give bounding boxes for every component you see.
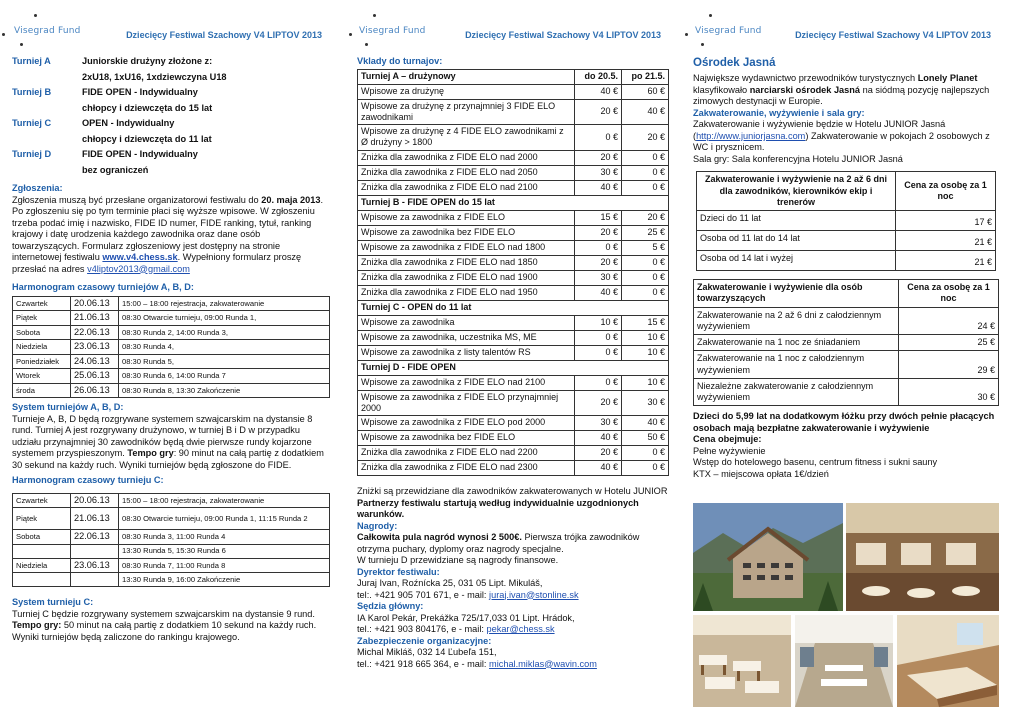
fee-row — [358, 240, 669, 255]
hotel-lobby-photo — [846, 503, 999, 611]
fee-label: Zniżka dla zawodnika z FIDE ELO nad 1900 — [358, 270, 575, 285]
festival-title: Dziecięcy Festiwal Szachowy V4 LIPTOV 2013 — [465, 30, 661, 40]
price-row — [694, 351, 999, 379]
fee-amount: 30 € — [575, 270, 622, 285]
schedule-date: 20.06.13 — [71, 296, 119, 311]
schedule-day: Niedziela — [13, 558, 71, 573]
judge-heading: Sędzia główny: — [357, 601, 424, 611]
director-email-link[interactable]: juraj.ivan@stonline.sk — [489, 589, 579, 600]
fee-section-title: Turniej D - FIDE OPEN — [358, 360, 669, 375]
partners-note: Partnerzy festiwalu startują według indywidualnie uzgodnionych warunków. — [357, 497, 639, 519]
resort-title: Ośrodek Jasná — [693, 57, 776, 69]
schedule-day: Sobota — [13, 530, 71, 545]
fee-amount: 20 € — [575, 255, 622, 270]
schedule-row — [13, 296, 330, 311]
judge-email-link[interactable]: pekar@chess.sk — [486, 624, 555, 634]
includes-meals: Pełne wyżywienie — [693, 445, 766, 456]
fee-label: Zniżka dla zawodnika z FIDE ELO nad 1850 — [358, 255, 575, 270]
schedule-date: 26.06.13 — [71, 383, 119, 398]
schedule-date: 21.06.13 — [71, 311, 119, 326]
price-header-row — [697, 172, 996, 211]
schedule-date: 23.06.13 — [71, 340, 119, 355]
tournament-description: Juniorskie drużyny złożone z: — [82, 56, 213, 66]
fee-section-row — [358, 195, 669, 210]
schedule-event: 15:00 – 18:00 rejestracja, zakwaterowanie — [119, 296, 330, 311]
schedule-abd-heading: Harmonogram czasowy turniejów A, B, D: — [12, 282, 194, 292]
festival-title: Dziecięcy Festiwal Szachowy V4 LIPTOV 2013 — [126, 30, 322, 40]
fee-amount: po 21.5. — [622, 69, 669, 84]
security-contact: tel.: +421 918 665 364, e - mail: michal.miklas@wavin.com — [357, 658, 597, 669]
price-label: Osoba od 14 lat i wyżej — [697, 251, 896, 271]
fee-row — [358, 165, 669, 180]
fee-section-title: Turniej C - OPEN do 11 lat — [358, 300, 669, 315]
director-contact: tel:. +421 905 701 671, e - mail: juraj.ivan@stonline.sk — [357, 589, 579, 600]
schedule-event: 08:30 Runda 4, — [119, 340, 330, 355]
registration-email-link[interactable]: v4liptov2013@gmail.com — [87, 263, 190, 274]
price-row — [697, 211, 996, 231]
schedule-day: Piątek — [13, 311, 71, 326]
fee-amount: 20 € — [575, 150, 622, 165]
judge-contact: tel.: +421 903 804176, e - mail: pekar@chess.sk — [357, 624, 555, 634]
schedule-row — [13, 530, 330, 545]
schedule-day: Niedziela — [13, 340, 71, 355]
fee-row — [358, 180, 669, 195]
fee-row — [358, 210, 669, 225]
tournament-category: bez ograniczeń — [82, 164, 149, 175]
system-abd-heading: System turniejów A, B, D: — [12, 402, 124, 412]
visegrad-logo: Visegrad Fund — [357, 26, 426, 37]
column-2 — [357, 0, 669, 725]
fee-row — [358, 345, 669, 360]
price-header-cell: Zakwaterowanie i wyżywienie dla osób towarzyszących — [694, 280, 899, 308]
price-label: Zakwaterowanie na 2 až 6 dni z całodziennym wyżywieniem — [694, 307, 899, 335]
fee-amount: 30 € — [575, 165, 622, 180]
fee-amount: 0 € — [622, 446, 669, 461]
prizes-heading: Nagrody: — [357, 520, 398, 531]
fee-amount: 0 € — [622, 255, 669, 270]
fee-label: Zniżka dla zawodnika z FIDE ELO nad 2050 — [358, 165, 575, 180]
discount-note: Zniżki są przewidziane dla zawodników zakwaterowanych w Hotelu JUNIOR — [357, 486, 668, 496]
visegrad-logo: Visegrad Fund — [12, 26, 81, 37]
fee-amount: 0 € — [622, 165, 669, 180]
fees-heading: Vklady do turnajov: — [357, 56, 443, 66]
security-heading: Zabezpieczenie organizacyjne: — [357, 635, 492, 646]
fee-row — [358, 330, 669, 345]
price-value: 29 € — [899, 351, 999, 379]
schedule-day: Czwartek — [13, 493, 71, 508]
prizes-text-d: W turnieju D przewidziane są nagrody finansowe. — [357, 555, 559, 565]
schedule-date: 20.06.13 — [71, 493, 119, 508]
tournament-category: chłopcy i dziewczęta do 15 lat — [82, 102, 213, 113]
fee-amount: 15 € — [622, 315, 669, 330]
fee-amount: 0 € — [622, 285, 669, 300]
fee-label: Wpisowe za drużynę — [358, 84, 575, 99]
system-c-text: Turniej C będzie rozgrywany systemem szwajcarskim na dystansie 9 rund. Tempo gry: 50 minut na całą partię z dodatkiem 10 sekund na każdy ruch. Wyniki turniejów będą zaliczone do rankingu krajowego. — [12, 608, 317, 642]
schedule-day: Wtorek — [13, 369, 71, 384]
fee-row — [358, 270, 669, 285]
price-label: Zakwaterowanie na 1 noc ze śniadaniem — [694, 335, 899, 351]
column-3 — [693, 0, 999, 725]
schedule-date: 21.06.13 — [71, 508, 119, 530]
fee-amount: 10 € — [622, 330, 669, 345]
schedule-date: 25.06.13 — [71, 369, 119, 384]
fee-label: Wpisowe za drużynę z 4 FIDE ELO zawodnikami z Ø drużyny > 1800 — [358, 125, 575, 151]
tournament-list — [12, 55, 330, 179]
page-header — [12, 0, 330, 52]
schedule-event: 08:30 Runda 6, 14:00 Runda 7 — [119, 369, 330, 384]
schedule-day — [13, 573, 71, 587]
fee-amount: 0 € — [575, 345, 622, 360]
schedule-event: 13:30 Runda 9, 16:00 Zakończenie — [119, 573, 330, 587]
includes-pool: Wstęp do hotelowego basenu, centrum fitness i sukni sauny — [693, 457, 938, 468]
director-heading: Dyrektor festiwalu: — [357, 566, 440, 577]
festival-website-link[interactable]: www.v4.chess.sk — [102, 252, 178, 262]
system-c-heading: System turnieju C: — [12, 597, 94, 607]
fee-label: Zniżka dla zawodnika z FIDE ELO nad 2000 — [358, 150, 575, 165]
schedule-row — [13, 311, 330, 326]
price-value: 17 € — [896, 211, 996, 231]
price-row — [694, 378, 999, 406]
schedule-event: 08:30 Runda 2, 14:00 Runda 3, — [119, 325, 330, 340]
fee-amount: 0 € — [575, 240, 622, 255]
schedule-event: 13:30 Runda 5, 15:30 Runda 6 — [119, 544, 330, 558]
fee-amount: 5 € — [622, 240, 669, 255]
fee-amount: 0 € — [622, 270, 669, 285]
page-header — [693, 0, 999, 52]
price-header-cell: Cena za osobę za 1 noc — [896, 172, 996, 211]
fee-amount: 20 € — [575, 446, 622, 461]
schedule-date: 22.06.13 — [71, 530, 119, 545]
fee-amount: 20 € — [575, 99, 622, 125]
fee-row — [358, 461, 669, 476]
fee-row — [358, 390, 669, 416]
schedule-row — [13, 573, 330, 587]
schedule-event: 08:30 Runda 8, 13:30 Zakończenie — [119, 383, 330, 398]
schedule-row — [13, 340, 330, 355]
fee-row — [358, 125, 669, 151]
fee-amount: 0 € — [575, 125, 622, 151]
fee-amount: 40 € — [575, 461, 622, 476]
visegrad-logo: Visegrad Fund — [693, 26, 762, 37]
children-free-note: Dzieci do 5,99 lat na dodatkowym łóżku przy dwóch pełnie płacących osobach mają bezpłatne zakwaterowanie i wyżywienie — [693, 411, 995, 433]
price-header-row — [694, 280, 999, 308]
fee-label: Wpisowe za zawodnika z FIDE ELO przynajmniej 2000 — [358, 390, 575, 416]
fee-amount: 40 € — [575, 180, 622, 195]
schedule-row — [13, 354, 330, 369]
fee-amount: 10 € — [622, 375, 669, 390]
fee-amount: 10 € — [575, 315, 622, 330]
fee-label: Wpisowe za zawodnika bez FIDE ELO — [358, 431, 575, 446]
tournament-name: Turniej D — [12, 149, 52, 159]
price-table-players — [696, 171, 996, 271]
schedule-date: 24.06.13 — [71, 354, 119, 369]
fee-row — [358, 225, 669, 240]
director-address: Juraj Ivan, Roźnícka 25, 031 05 Lipt. Mikuláš, — [357, 578, 543, 588]
fee-amount: 0 € — [575, 375, 622, 390]
fee-label: Wpisowe za zawodnika z FIDE ELO nad 1800 — [358, 240, 575, 255]
hotel-photo-collage — [693, 497, 999, 707]
fee-label: Wpisowe za drużynę z przynajmniej 3 FIDE ELO zawodnikami — [358, 99, 575, 125]
price-header-cell: Cena za osobę za 1 noc — [899, 280, 999, 308]
schedule-event: 15:00 – 18:00 rejestracja, zakwaterowanie — [119, 493, 330, 508]
fee-amount: 40 € — [575, 431, 622, 446]
fee-amount: 30 € — [575, 416, 622, 431]
resort-intro: Największe wydawnictwo przewodników turystycznych Lonely Planet klasyfikowało narciarski ośrodek Jasná na siódmą pozycję najlepszych zimowych destynacji w Europie. — [693, 73, 990, 107]
fee-amount: 20 € — [622, 210, 669, 225]
price-label: Zakwaterowanie na 1 noc z całodziennym wyżywieniem — [694, 351, 899, 379]
fee-amount: 25 € — [622, 225, 669, 240]
tournament-name: Turniej C — [12, 118, 52, 128]
fee-amount: 60 € — [622, 84, 669, 99]
price-label: Dzieci do 11 lat — [697, 211, 896, 231]
schedule-day: środa — [13, 383, 71, 398]
tournament-description: OPEN - Indywidualny — [82, 118, 175, 128]
schedule-event: 08:30 Runda 7, 11:00 Runda 8 — [119, 558, 330, 573]
price-value: 21 € — [896, 231, 996, 251]
price-row — [697, 251, 996, 271]
fee-row — [358, 285, 669, 300]
fee-label: Wpisowe za zawodnika z FIDE ELO nad 2100 — [358, 375, 575, 390]
column-1 — [12, 0, 330, 725]
tournament-description: FIDE OPEN - Indywidualny — [82, 87, 198, 97]
fee-row — [358, 150, 669, 165]
accommodation-heading: Zakwaterowanie, wyżywienie i sala gry: — [693, 107, 865, 118]
fee-row — [358, 84, 669, 99]
price-value: 30 € — [899, 378, 999, 406]
fee-label: Zniżka dla zawodnika z FIDE ELO nad 2100 — [358, 180, 575, 195]
fee-amount: 40 € — [575, 84, 622, 99]
price-includes-heading: Cena obejmuje: — [693, 434, 762, 445]
prizes-text: Całkowita pula nagród wynosi 2 500€. Pierwsza trójka zawodników otrzyma puchary, dyplomy oraz nagrody specjalne. — [357, 532, 640, 554]
fee-amount: 40 € — [622, 416, 669, 431]
fee-amount: do 20.5. — [575, 69, 622, 84]
fee-label: Wpisowe za zawodnika z FIDE ELO pod 2000 — [358, 416, 575, 431]
fee-amount: 0 € — [622, 461, 669, 476]
fee-label: Turniej A – drużynowy — [358, 69, 575, 84]
registration-text: Zgłoszenia muszą być przesłane organizatorowi festiwalu do 20. maja 2013. Po zgłoszeniu się po tym terminie płaci się wyższe wpisowe. W zgłoszeniu trzeba podać imię i nazwisko, FIDE ID numer, FIDE ranking, tytuł, ranking krajowy i datę urodzenia każdego zawodnika oraz dane osób towarzyszących. Formularz zgłoszeniowy jest dostępny na stronie internetowej festiwalu www.v4.chess.sk. Wypełniony formularz proszę przesłać na adres v4liptov2013@gmail.com — [12, 194, 324, 274]
schedule-day: Piątek — [13, 508, 71, 530]
fee-amount: 15 € — [575, 210, 622, 225]
fee-row — [358, 446, 669, 461]
price-row — [694, 307, 999, 335]
hotel-hall-photo — [795, 615, 893, 707]
fee-amount: 30 € — [622, 390, 669, 416]
playing-hall-text: Sala gry: Sala konferencyjna Hotelu JUNIOR Jasná — [693, 153, 903, 164]
festival-title: Dziecięcy Festiwal Szachowy V4 LIPTOV 2013 — [795, 30, 991, 40]
fee-row — [358, 99, 669, 125]
price-row — [694, 335, 999, 351]
fee-section-title: Turniej B - FIDE OPEN do 15 lat — [358, 195, 669, 210]
security-email-link[interactable]: michal.miklas@wavin.com — [489, 658, 597, 669]
fee-label: Zniżka dla zawodnika z FIDE ELO nad 2300 — [358, 461, 575, 476]
fee-row — [358, 431, 669, 446]
fee-amount: 20 € — [575, 225, 622, 240]
fee-label: Zniżka dla zawodnika z FIDE ELO nad 2200 — [358, 446, 575, 461]
tournament-category: 2xU18, 1xU16, 1xdziewczyna U18 — [82, 71, 227, 82]
schedule-day — [13, 544, 71, 558]
schedule-event: 08:30 Otwarcie turnieju, 09:00 Runda 1, 11:15 Runda 2 — [119, 508, 330, 530]
price-label: Osoba od 11 lat do 14 lat — [697, 231, 896, 251]
tournament-name: Turniej B — [12, 87, 52, 97]
price-row — [697, 231, 996, 251]
schedule-row — [13, 508, 330, 530]
fee-label: Wpisowe za zawodnika bez FIDE ELO — [358, 225, 575, 240]
price-label: Niezależne zakwaterowanie z całodziennym wyżywieniem — [694, 378, 899, 406]
fee-amount: 40 € — [575, 285, 622, 300]
schedule-date: 22.06.13 — [71, 325, 119, 340]
schedule-abd-table — [12, 296, 330, 399]
fee-amount: 50 € — [622, 431, 669, 446]
fee-label: Wpisowe za zawodnika — [358, 315, 575, 330]
fee-amount: 40 € — [622, 99, 669, 125]
fee-section-row — [358, 300, 669, 315]
schedule-row — [13, 383, 330, 398]
hotel-website-link[interactable]: http://www.juniorjasna.com — [696, 130, 806, 141]
schedule-row — [13, 325, 330, 340]
fee-section-row — [358, 360, 669, 375]
schedule-day: Czwartek — [13, 296, 71, 311]
fee-header-row — [358, 69, 669, 84]
fee-label: Wpisowe za zawodnika z listy talentów RS — [358, 345, 575, 360]
tournament-description: FIDE OPEN - Indywidualny — [82, 149, 198, 159]
fees-table — [357, 69, 669, 477]
schedule-c-table — [12, 493, 330, 588]
schedule-event: 08:30 Runda 3, 11:00 Runda 4 — [119, 530, 330, 545]
fee-amount: 20 € — [575, 390, 622, 416]
tournament-category: chłopcy i dziewczęta do 11 lat — [82, 133, 212, 144]
schedule-date — [71, 573, 119, 587]
fee-amount: 10 € — [622, 345, 669, 360]
price-header-cell: Zakwaterowanie i wyżywienie na 2 až 6 dni dla zawodników, kierowników ekip i trenerów — [697, 172, 896, 211]
fee-row — [358, 416, 669, 431]
schedule-date — [71, 544, 119, 558]
schedule-row — [13, 493, 330, 508]
fee-amount: 0 € — [622, 180, 669, 195]
hotel-room-photo — [897, 615, 999, 707]
schedule-row — [13, 369, 330, 384]
schedule-row — [13, 558, 330, 573]
schedule-date: 23.06.13 — [71, 558, 119, 573]
fee-row — [358, 315, 669, 330]
schedule-day: Sobota — [13, 325, 71, 340]
tournament-name: Turniej A — [12, 56, 51, 66]
security-address: Michal Mikláš, 032 14 Ľubeľa 151, — [357, 647, 497, 657]
fee-label: Wpisowe za zawodnika z FIDE ELO — [358, 210, 575, 225]
system-abd-text: Turnieje A, B, D będą rozgrywane systemem szwajcarskim na dystansie 8 rund. Turniej A jest rozgrywany drużynowo, w turniej B i D w przypadku udziału przynajmniej 30 zawodników będą dwie pierwsze rundy kojarzone systemem przyspieszonym. Tempo gry: 90 minut na całą partię z dodatkiem 30 sekund na każdy ruch. Wyniki turniejów będą zgłoszone do FIDE. — [12, 413, 324, 470]
fee-label: Zniżka dla zawodnika z FIDE ELO nad 1950 — [358, 285, 575, 300]
price-value: 21 € — [896, 251, 996, 271]
schedule-c-heading: Harmonogram czasowy turnieju C: — [12, 475, 164, 485]
schedule-day: Poniedziałek — [13, 354, 71, 369]
schedule-row — [13, 544, 330, 558]
fee-label: Wpisowe za zawodnika, uczestnika MS, ME — [358, 330, 575, 345]
schedule-event: 08:30 Otwarcie turnieju, 09:00 Runda 1, — [119, 311, 330, 326]
includes-fee: KTX – miejscowa opłata 1€/dzień — [693, 468, 829, 479]
registration-heading: Zgłoszenia: — [12, 183, 63, 193]
accommodation-text: Zakwaterowanie i wyżywienie będzie w Hotelu JUNIOR Jasná (http://www.juniorjasna.com) Zakwaterowanie w pokojach 2 osobowych z WC i prysznicem. — [693, 119, 990, 153]
schedule-event: 08:30 Runda 5, — [119, 354, 330, 369]
fee-row — [358, 255, 669, 270]
fee-row — [358, 375, 669, 390]
judge-address: IA Karol Pekár, Prekážka 725/17,033 01 Lipt. Hrádok, — [357, 612, 575, 623]
fee-amount: 20 € — [622, 125, 669, 151]
hotel-exterior-photo — [693, 503, 843, 611]
price-value: 24 € — [899, 307, 999, 335]
fee-amount: 0 € — [622, 150, 669, 165]
price-table-companions — [693, 279, 999, 406]
page-header — [357, 0, 669, 52]
fee-amount: 0 € — [575, 330, 622, 345]
price-value: 25 € — [899, 335, 999, 351]
hotel-restaurant-photo — [693, 615, 791, 707]
